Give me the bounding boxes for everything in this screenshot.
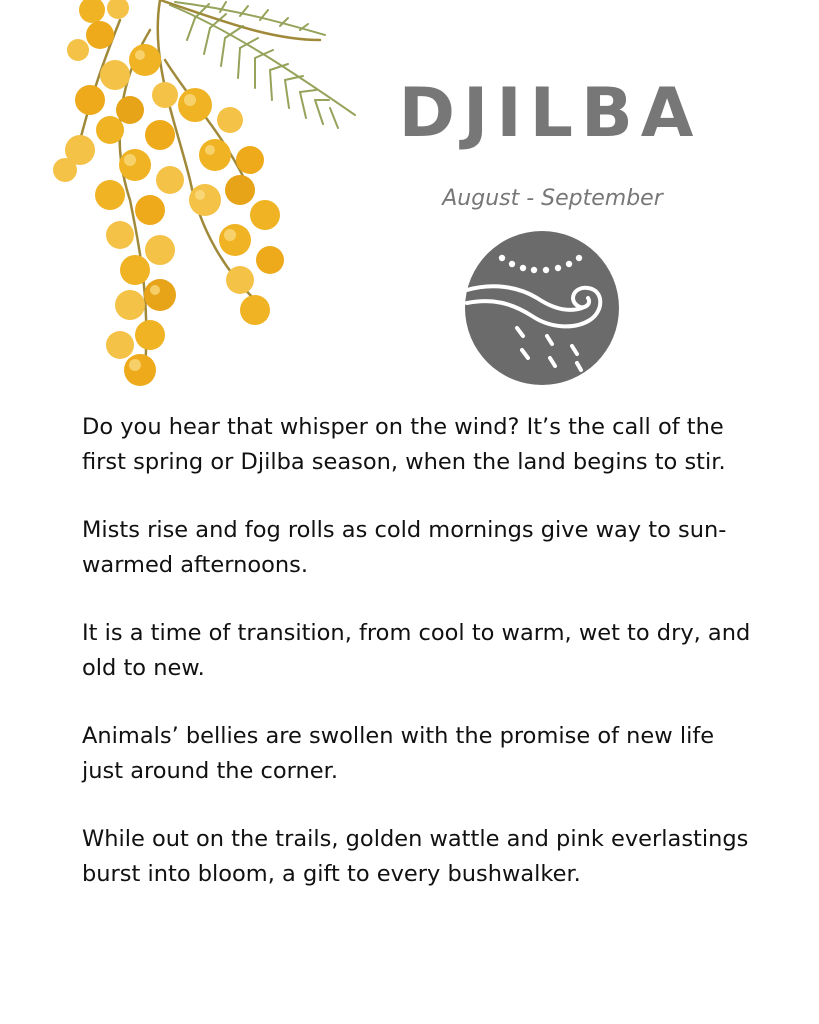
paragraph: While out on the trails, golden wattle and pink everlastings burst into bloom, a gift to every bushwalker. <box>82 826 749 887</box>
paragraph: Animals’ bellies are swollen with the promise of new life just around the corner. <box>82 723 715 784</box>
page-title: DJILBA <box>398 74 702 153</box>
paragraph: It is a time of transition, from cool to warm, wet to dry, and old to new. <box>82 620 751 681</box>
wattle-branch-icon <box>0 0 370 400</box>
paragraph: Mists rise and fog rolls as cold mornings give way to sun-warmed afternoons. <box>82 517 727 578</box>
season-months: August - September <box>442 186 663 211</box>
season-description <box>82 410 752 925</box>
djilba-season-symbol-icon <box>462 228 622 388</box>
paragraph: Do you hear that whisper on the wind? It’s the call of the first spring or Djilba season, when the land begins to stir. <box>82 414 726 475</box>
